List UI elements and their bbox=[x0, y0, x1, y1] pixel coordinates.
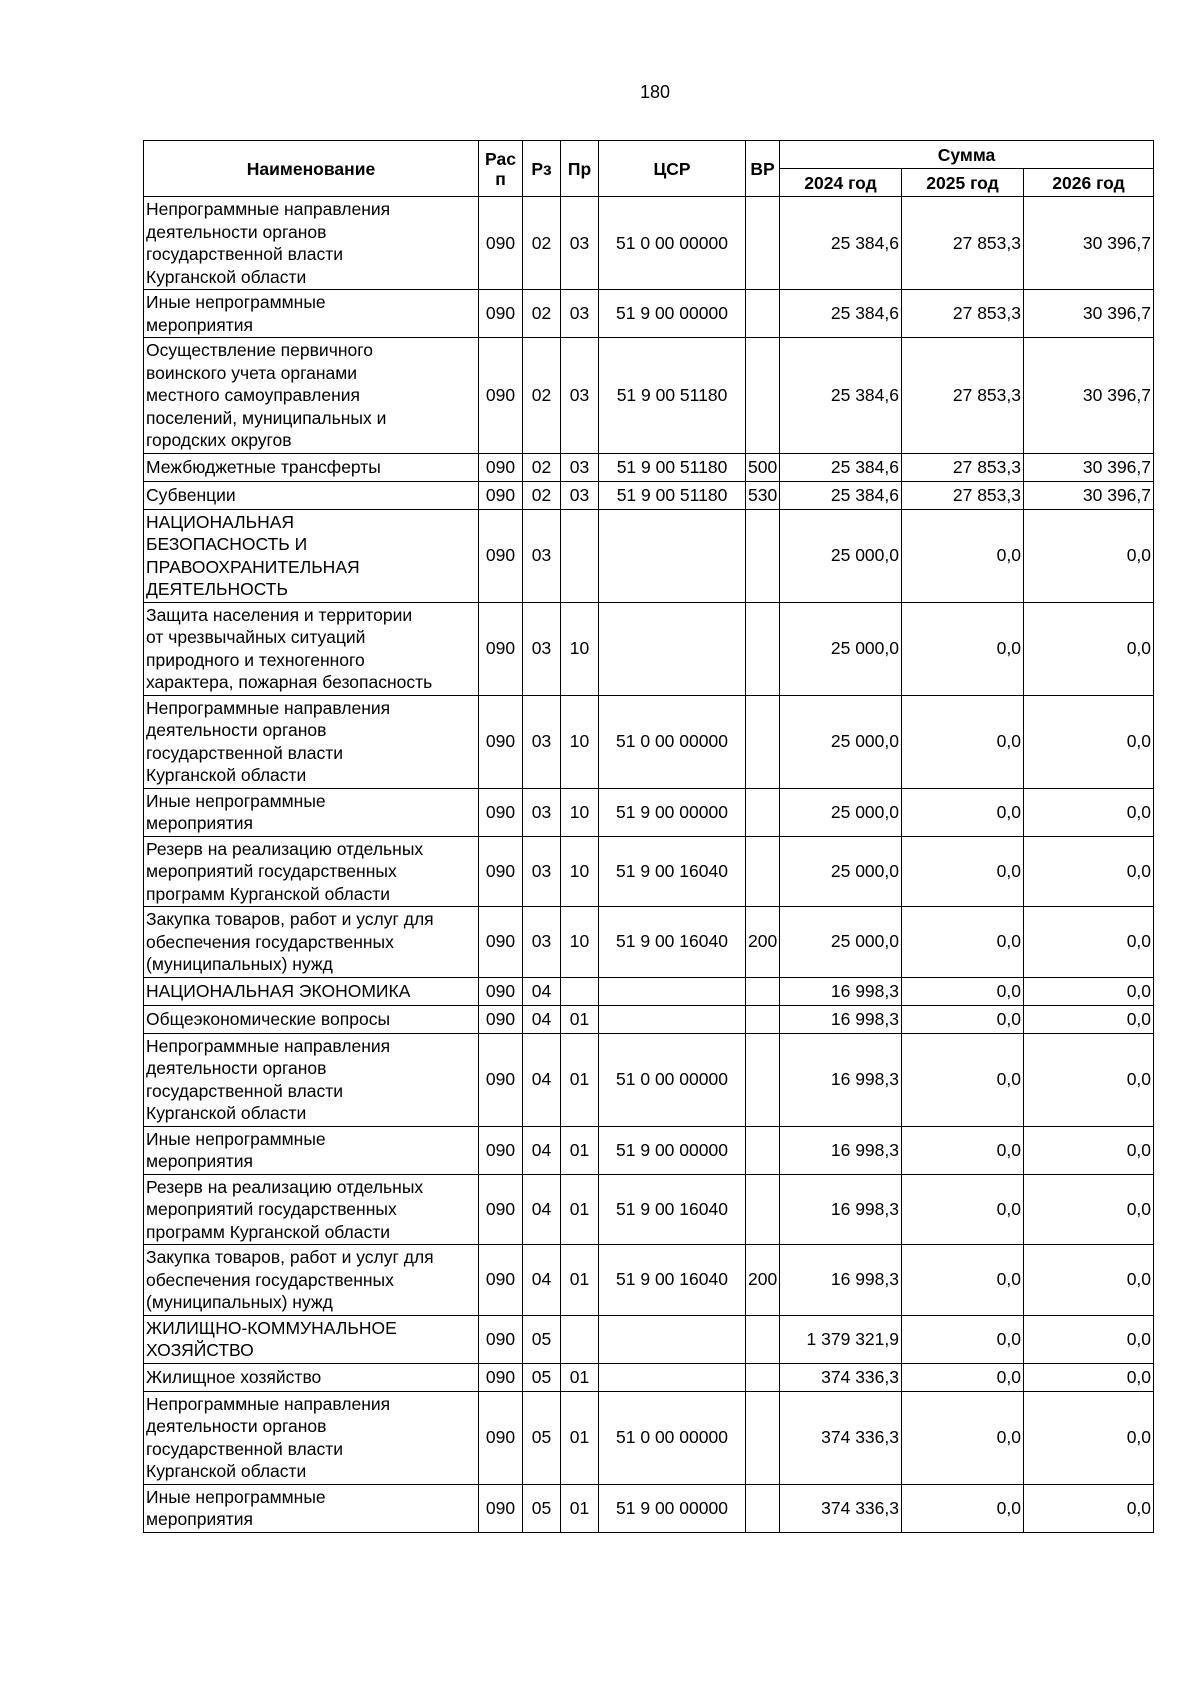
row-name: Защита населения и территории от чрезвычайных ситуаций природного и техногенного характера, пожарная безопасность bbox=[144, 602, 479, 695]
row-2024: 25 384,6 bbox=[780, 453, 902, 481]
row-csr: 51 9 00 00000 bbox=[599, 1126, 746, 1174]
row-vr: 530 bbox=[746, 481, 780, 509]
row-csr: 51 9 00 16040 bbox=[599, 836, 746, 907]
row-rz: 04 bbox=[523, 1245, 561, 1316]
row-2024: 25 000,0 bbox=[780, 509, 902, 602]
row-pr: 10 bbox=[561, 836, 599, 907]
row-vr bbox=[746, 1315, 780, 1363]
row-rz: 03 bbox=[523, 509, 561, 602]
row-vr: 200 bbox=[746, 907, 780, 978]
header-name: Наименование bbox=[144, 141, 479, 197]
row-csr bbox=[599, 1363, 746, 1391]
row-2026: 0,0 bbox=[1024, 1391, 1154, 1484]
row-pr: 01 bbox=[561, 1033, 599, 1126]
row-rasp: 090 bbox=[479, 290, 523, 338]
row-csr bbox=[599, 977, 746, 1005]
table-row bbox=[144, 695, 1154, 788]
row-2025: 27 853,3 bbox=[902, 197, 1024, 290]
table-row bbox=[144, 788, 1154, 836]
page-number: 180 bbox=[639, 82, 671, 102]
row-pr bbox=[561, 509, 599, 602]
row-2024: 16 998,3 bbox=[780, 1245, 902, 1316]
row-pr: 03 bbox=[561, 290, 599, 338]
row-2026: 0,0 bbox=[1024, 1005, 1154, 1033]
row-2025: 0,0 bbox=[902, 1174, 1024, 1245]
table-body bbox=[144, 197, 1154, 1533]
row-rasp: 090 bbox=[479, 481, 523, 509]
row-rasp: 090 bbox=[479, 509, 523, 602]
row-csr: 51 9 00 51180 bbox=[599, 481, 746, 509]
row-name: НАЦИОНАЛЬНАЯ БЕЗОПАСНОСТЬ И ПРАВООХРАНИТЕЛЬНАЯ ДЕЯТЕЛЬНОСТЬ bbox=[144, 509, 479, 602]
row-2024: 25 000,0 bbox=[780, 907, 902, 978]
table-row bbox=[144, 338, 1154, 454]
row-vr bbox=[746, 1005, 780, 1033]
row-rasp: 090 bbox=[479, 907, 523, 978]
row-csr: 51 9 00 16040 bbox=[599, 1174, 746, 1245]
row-pr bbox=[561, 977, 599, 1005]
row-rasp: 090 bbox=[479, 1363, 523, 1391]
table-row bbox=[144, 1363, 1154, 1391]
row-2025: 0,0 bbox=[902, 907, 1024, 978]
row-csr bbox=[599, 1005, 746, 1033]
row-2024: 25 000,0 bbox=[780, 695, 902, 788]
row-pr: 01 bbox=[561, 1174, 599, 1245]
row-2025: 0,0 bbox=[902, 1126, 1024, 1174]
row-rasp: 090 bbox=[479, 836, 523, 907]
row-csr: 51 0 00 00000 bbox=[599, 1391, 746, 1484]
table-row bbox=[144, 1484, 1154, 1532]
header-rz: Рз bbox=[523, 141, 561, 197]
table-row bbox=[144, 1126, 1154, 1174]
header-2026: 2026 год bbox=[1024, 169, 1154, 197]
row-csr bbox=[599, 1315, 746, 1363]
table-row bbox=[144, 1391, 1154, 1484]
row-2026: 0,0 bbox=[1024, 1484, 1154, 1532]
row-name: Иные непрограммные мероприятия bbox=[144, 788, 479, 836]
row-vr: 500 bbox=[746, 453, 780, 481]
row-csr: 51 9 00 51180 bbox=[599, 453, 746, 481]
row-2024: 16 998,3 bbox=[780, 1033, 902, 1126]
row-2025: 0,0 bbox=[902, 1315, 1024, 1363]
row-2024: 25 384,6 bbox=[780, 338, 902, 454]
header-rasp: Рас п bbox=[479, 141, 523, 197]
row-2024: 25 384,6 bbox=[780, 290, 902, 338]
row-name: Субвенции bbox=[144, 481, 479, 509]
row-vr bbox=[746, 1033, 780, 1126]
row-2025: 0,0 bbox=[902, 695, 1024, 788]
row-vr bbox=[746, 197, 780, 290]
header-2024: 2024 год bbox=[780, 169, 902, 197]
row-2025: 27 853,3 bbox=[902, 290, 1024, 338]
row-rasp: 090 bbox=[479, 338, 523, 454]
row-rz: 02 bbox=[523, 338, 561, 454]
row-2026: 30 396,7 bbox=[1024, 481, 1154, 509]
row-2025: 27 853,3 bbox=[902, 338, 1024, 454]
row-name: Закупка товаров, работ и услуг для обеспечения государственных (муниципальных) нужд bbox=[144, 1245, 479, 1316]
row-2024: 25 000,0 bbox=[780, 602, 902, 695]
row-pr: 01 bbox=[561, 1245, 599, 1316]
row-vr bbox=[746, 1391, 780, 1484]
row-vr bbox=[746, 695, 780, 788]
row-2025: 0,0 bbox=[902, 977, 1024, 1005]
row-rz: 05 bbox=[523, 1391, 561, 1484]
row-2024: 374 336,3 bbox=[780, 1391, 902, 1484]
row-rasp: 090 bbox=[479, 1391, 523, 1484]
row-csr bbox=[599, 509, 746, 602]
row-rz: 05 bbox=[523, 1484, 561, 1532]
table-row bbox=[144, 290, 1154, 338]
row-rasp: 090 bbox=[479, 977, 523, 1005]
row-pr: 03 bbox=[561, 481, 599, 509]
table-row bbox=[144, 602, 1154, 695]
row-rasp: 090 bbox=[479, 1174, 523, 1245]
row-2025: 0,0 bbox=[902, 836, 1024, 907]
row-2026: 0,0 bbox=[1024, 907, 1154, 978]
row-name: Резерв на реализацию отдельных мероприятий государственных программ Курганской области bbox=[144, 836, 479, 907]
row-vr bbox=[746, 602, 780, 695]
row-pr: 10 bbox=[561, 602, 599, 695]
row-rasp: 090 bbox=[479, 1033, 523, 1126]
header-vr: ВР bbox=[746, 141, 780, 197]
row-csr: 51 9 00 16040 bbox=[599, 1245, 746, 1316]
row-2025: 0,0 bbox=[902, 1363, 1024, 1391]
table-header bbox=[144, 141, 1154, 197]
row-rz: 05 bbox=[523, 1363, 561, 1391]
row-rz: 03 bbox=[523, 695, 561, 788]
row-vr bbox=[746, 836, 780, 907]
header-2025: 2025 год bbox=[902, 169, 1024, 197]
header-csr: ЦСР bbox=[599, 141, 746, 197]
row-csr: 51 9 00 16040 bbox=[599, 907, 746, 978]
row-pr: 01 bbox=[561, 1363, 599, 1391]
row-vr bbox=[746, 338, 780, 454]
row-2025: 0,0 bbox=[902, 1391, 1024, 1484]
row-2025: 0,0 bbox=[902, 1033, 1024, 1126]
row-2026: 0,0 bbox=[1024, 788, 1154, 836]
row-rz: 02 bbox=[523, 290, 561, 338]
table-row bbox=[144, 977, 1154, 1005]
row-rasp: 090 bbox=[479, 788, 523, 836]
table-row bbox=[144, 907, 1154, 978]
row-2024: 374 336,3 bbox=[780, 1363, 902, 1391]
table-row bbox=[144, 197, 1154, 290]
row-pr: 01 bbox=[561, 1126, 599, 1174]
row-2026: 30 396,7 bbox=[1024, 453, 1154, 481]
row-pr: 10 bbox=[561, 695, 599, 788]
table-row bbox=[144, 1005, 1154, 1033]
row-name: Непрограммные направления деятельности органов государственной власти Курганской области bbox=[144, 1033, 479, 1126]
row-name: Непрограммные направления деятельности органов государственной власти Курганской области bbox=[144, 695, 479, 788]
row-2026: 30 396,7 bbox=[1024, 338, 1154, 454]
row-rz: 03 bbox=[523, 788, 561, 836]
budget-table bbox=[143, 140, 1154, 1533]
row-rz: 04 bbox=[523, 1126, 561, 1174]
row-name: Общеэкономические вопросы bbox=[144, 1005, 479, 1033]
row-rz: 04 bbox=[523, 977, 561, 1005]
row-rz: 03 bbox=[523, 907, 561, 978]
row-vr bbox=[746, 1174, 780, 1245]
row-2026: 0,0 bbox=[1024, 977, 1154, 1005]
row-2024: 16 998,3 bbox=[780, 977, 902, 1005]
row-name: Осуществление первичного воинского учета органами местного самоуправления поселений, муниципальных и городских округов bbox=[144, 338, 479, 454]
table-row bbox=[144, 1315, 1154, 1363]
row-pr bbox=[561, 1315, 599, 1363]
row-name: НАЦИОНАЛЬНАЯ ЭКОНОМИКА bbox=[144, 977, 479, 1005]
row-csr: 51 0 00 00000 bbox=[599, 197, 746, 290]
row-2026: 0,0 bbox=[1024, 695, 1154, 788]
table-row bbox=[144, 481, 1154, 509]
row-2024: 374 336,3 bbox=[780, 1484, 902, 1532]
row-csr: 51 9 00 51180 bbox=[599, 338, 746, 454]
row-2026: 30 396,7 bbox=[1024, 290, 1154, 338]
row-2025: 0,0 bbox=[902, 788, 1024, 836]
row-2026: 0,0 bbox=[1024, 1315, 1154, 1363]
row-2025: 0,0 bbox=[902, 1484, 1024, 1532]
row-pr: 03 bbox=[561, 453, 599, 481]
row-name: Межбюджетные трансферты bbox=[144, 453, 479, 481]
row-name: Непрограммные направления деятельности органов государственной власти Курганской области bbox=[144, 197, 479, 290]
row-rz: 02 bbox=[523, 453, 561, 481]
row-2026: 0,0 bbox=[1024, 1033, 1154, 1126]
row-name: Резерв на реализацию отдельных мероприятий государственных программ Курганской области bbox=[144, 1174, 479, 1245]
row-2026: 30 396,7 bbox=[1024, 197, 1154, 290]
row-2024: 16 998,3 bbox=[780, 1005, 902, 1033]
row-name: Непрограммные направления деятельности органов государственной власти Курганской области bbox=[144, 1391, 479, 1484]
row-2026: 0,0 bbox=[1024, 1126, 1154, 1174]
row-rasp: 090 bbox=[479, 1245, 523, 1316]
row-name: Жилищное хозяйство bbox=[144, 1363, 479, 1391]
row-vr bbox=[746, 788, 780, 836]
row-2026: 0,0 bbox=[1024, 1245, 1154, 1316]
table-row bbox=[144, 1033, 1154, 1126]
row-2024: 25 384,6 bbox=[780, 197, 902, 290]
row-name: Иные непрограммные мероприятия bbox=[144, 1126, 479, 1174]
row-2026: 0,0 bbox=[1024, 1363, 1154, 1391]
table-row bbox=[144, 1174, 1154, 1245]
row-name: Закупка товаров, работ и услуг для обеспечения государственных (муниципальных) нужд bbox=[144, 907, 479, 978]
row-rasp: 090 bbox=[479, 1484, 523, 1532]
row-rasp: 090 bbox=[479, 602, 523, 695]
table-row bbox=[144, 509, 1154, 602]
row-2026: 0,0 bbox=[1024, 509, 1154, 602]
row-2026: 0,0 bbox=[1024, 1174, 1154, 1245]
row-rz: 04 bbox=[523, 1005, 561, 1033]
row-2025: 0,0 bbox=[902, 1005, 1024, 1033]
row-rasp: 090 bbox=[479, 695, 523, 788]
row-csr: 51 0 00 00000 bbox=[599, 1033, 746, 1126]
row-csr bbox=[599, 602, 746, 695]
row-2024: 25 000,0 bbox=[780, 788, 902, 836]
row-rz: 05 bbox=[523, 1315, 561, 1363]
row-2025: 0,0 bbox=[902, 602, 1024, 695]
row-vr bbox=[746, 1126, 780, 1174]
row-rz: 04 bbox=[523, 1033, 561, 1126]
row-vr bbox=[746, 977, 780, 1005]
row-pr: 01 bbox=[561, 1391, 599, 1484]
row-2024: 25 000,0 bbox=[780, 836, 902, 907]
row-name: ЖИЛИЩНО-КОММУНАЛЬНОЕ ХОЗЯЙСТВО bbox=[144, 1315, 479, 1363]
row-2025: 27 853,3 bbox=[902, 481, 1024, 509]
row-rz: 02 bbox=[523, 197, 561, 290]
row-rz: 03 bbox=[523, 836, 561, 907]
row-pr: 10 bbox=[561, 907, 599, 978]
row-vr bbox=[746, 509, 780, 602]
row-csr: 51 9 00 00000 bbox=[599, 290, 746, 338]
row-2026: 0,0 bbox=[1024, 602, 1154, 695]
row-2025: 27 853,3 bbox=[902, 453, 1024, 481]
row-2026: 0,0 bbox=[1024, 836, 1154, 907]
row-2025: 0,0 bbox=[902, 1245, 1024, 1316]
row-2025: 0,0 bbox=[902, 509, 1024, 602]
row-rasp: 090 bbox=[479, 453, 523, 481]
row-2024: 25 384,6 bbox=[780, 481, 902, 509]
row-csr: 51 9 00 00000 bbox=[599, 1484, 746, 1532]
row-vr bbox=[746, 1363, 780, 1391]
row-rz: 02 bbox=[523, 481, 561, 509]
table-row bbox=[144, 453, 1154, 481]
header-pr: Пр bbox=[561, 141, 599, 197]
row-rasp: 090 bbox=[479, 1005, 523, 1033]
row-csr: 51 0 00 00000 bbox=[599, 695, 746, 788]
row-rasp: 090 bbox=[479, 1315, 523, 1363]
row-2024: 1 379 321,9 bbox=[780, 1315, 902, 1363]
table-row bbox=[144, 836, 1154, 907]
row-vr: 200 bbox=[746, 1245, 780, 1316]
row-rz: 03 bbox=[523, 602, 561, 695]
row-vr bbox=[746, 1484, 780, 1532]
row-rasp: 090 bbox=[479, 197, 523, 290]
row-2024: 16 998,3 bbox=[780, 1126, 902, 1174]
row-pr: 01 bbox=[561, 1484, 599, 1532]
header-sum: Сумма bbox=[780, 141, 1154, 169]
row-vr bbox=[746, 290, 780, 338]
row-pr: 10 bbox=[561, 788, 599, 836]
row-pr: 01 bbox=[561, 1005, 599, 1033]
row-pr: 03 bbox=[561, 338, 599, 454]
row-pr: 03 bbox=[561, 197, 599, 290]
row-name: Иные непрограммные мероприятия bbox=[144, 1484, 479, 1532]
row-2024: 16 998,3 bbox=[780, 1174, 902, 1245]
row-name: Иные непрограммные мероприятия bbox=[144, 290, 479, 338]
table-row bbox=[144, 1245, 1154, 1316]
row-rz: 04 bbox=[523, 1174, 561, 1245]
row-rasp: 090 bbox=[479, 1126, 523, 1174]
row-csr: 51 9 00 00000 bbox=[599, 788, 746, 836]
